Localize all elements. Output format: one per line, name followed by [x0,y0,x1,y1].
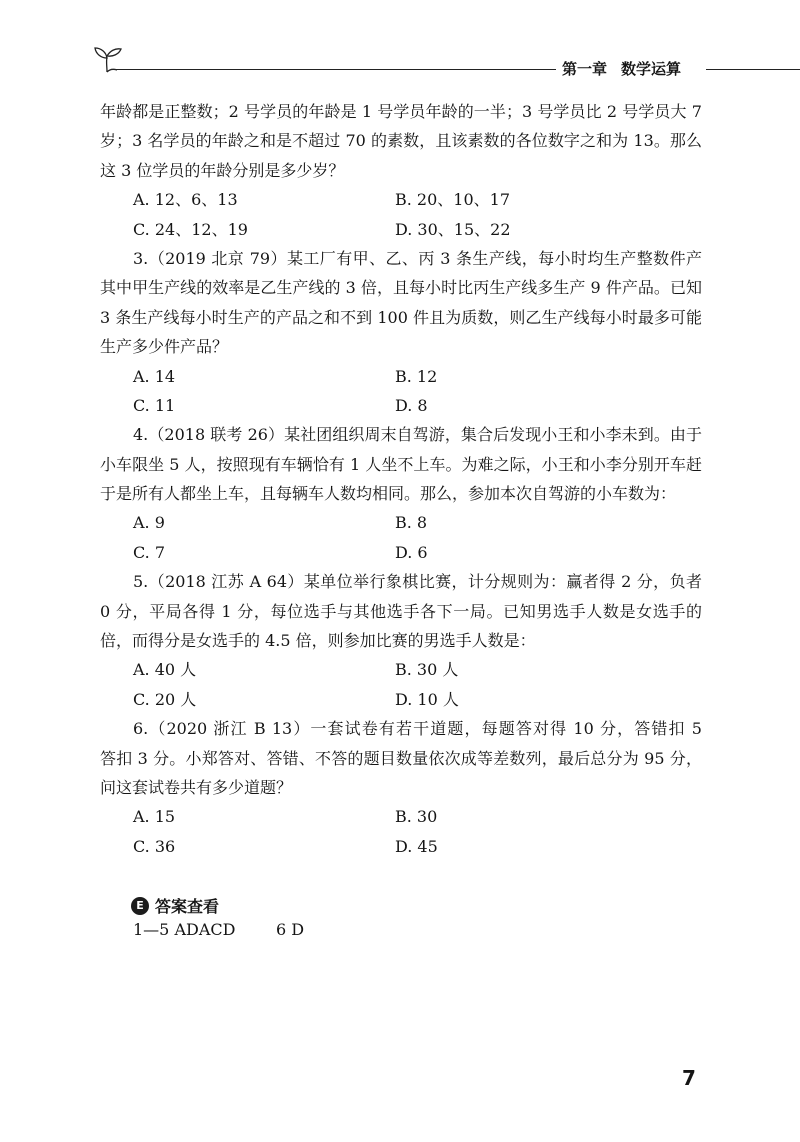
question-2-options-row [100,185,702,214]
chapter-topic: 数学运算 [621,60,682,78]
question-2-line: 岁；3 名学员的年龄之和是不超过 70 的素数，且该素数的各位数字之和为 13。那么 [100,131,702,151]
option-a: A. 12、6、13 [133,190,238,210]
option-a: A. 9 [133,513,165,533]
option-d: D. 10 人 [395,689,459,709]
answer-badge-icon: E [131,897,149,915]
question-4-line: 小车限坐 5 人，按照现有车辆恰有 1 人坐不上车。为难之际，小王和小李分别开车赶 [100,454,702,474]
answer-heading [131,895,219,919]
question-6-line: 6.（2020 浙江 B 13）一套试卷有若干道题，每题答对得 10 分，答错扣 5 [133,719,702,739]
header-rule-right [706,69,800,70]
question-3-options-row [100,391,702,420]
option-a: A. 14 [133,366,176,386]
answer-heading-text: 答案查看 [155,897,220,916]
answer-item-6: 6 D [276,920,305,939]
question-2-options-row [100,215,702,244]
question-4-line: 4.（2018 联考 26）某社团组织周末自驾游，集合后发现小王和小李未到。由于 [133,425,702,445]
option-c: C. 20 人 [133,689,197,709]
question-5-options-row [100,685,702,714]
question-5-line: 5.（2018 江苏 A 64）某单位举行象棋比赛，计分规则为：赢者得 2 分，负者 [133,572,702,592]
option-b: B. 12 [395,366,438,386]
question-4-options-row [100,508,702,537]
question-4-line: 于是所有人都坐上车，且每辆车人数均相同。那么，参加本次自驾游的小车数为： [100,484,677,504]
option-a: A. 40 人 [133,660,197,680]
question-5-line: 倍，而得分是女选手的 4.5 倍，则参加比赛的男选手人数是： [100,631,536,651]
question-2-line: 这 3 位学员的年龄分别是多少岁？ [100,160,345,180]
page-number: 7 [682,1066,696,1090]
chapter-label: 第一章 [562,60,608,78]
question-6-options-row [100,802,702,831]
question-list [100,97,702,861]
option-c: C. 36 [133,836,176,856]
option-a: A. 15 [133,807,176,827]
option-d: D. 8 [395,395,428,415]
option-b: B. 30 人 [395,660,459,680]
question-3-line: 其中甲生产线的效率是乙生产线的 3 倍，且每小时比丙生产线多生产 9 件产品。已知 [100,278,702,298]
answer-group-1-5: 1—5 ADACD [133,920,236,939]
question-4-options-row [100,538,702,567]
option-c: C. 24、12、19 [133,219,248,239]
answer-key [133,918,433,942]
option-b: B. 8 [395,513,428,533]
running-header [562,58,681,80]
question-3-options-row [100,362,702,391]
option-b: B. 20、10、17 [395,190,511,210]
option-d: D. 30、15、22 [395,219,511,239]
option-c: C. 11 [133,395,176,415]
question-5-line: 0 分，平局各得 1 分，每位选手与其他选手各下一局。已知男选手人数是女选手的 [100,601,702,621]
option-c: C. 7 [133,542,166,562]
question-3-line: 3 条生产线每小时生产的产品之和不到 100 件且为质数，则乙生产线每小时最多可能 [100,307,702,327]
question-5-options-row [100,655,702,684]
question-6-line: 答扣 3 分。小郑答对、答错、不答的题目数量依次成等差数列，最后总分为 95 分， [100,748,702,768]
question-3-line: 3.（2019 北京 79）某工厂有甲、乙、丙 3 条生产线，每小时均生产整数件产 [133,248,702,268]
option-d: D. 45 [395,836,438,856]
question-2-line: 年龄都是正整数；2 号学员的年龄是 1 号学员年龄的一半；3 号学员比 2 号学员大 7 [100,102,702,121]
question-3-line: 生产多少件产品？ [100,337,229,357]
option-d: D. 6 [395,542,428,562]
question-6-options-row [100,832,702,861]
question-6-line: 问这套试卷共有多少道题？ [100,777,293,797]
option-b: B. 30 [395,807,438,827]
header-rule-left [116,69,556,70]
